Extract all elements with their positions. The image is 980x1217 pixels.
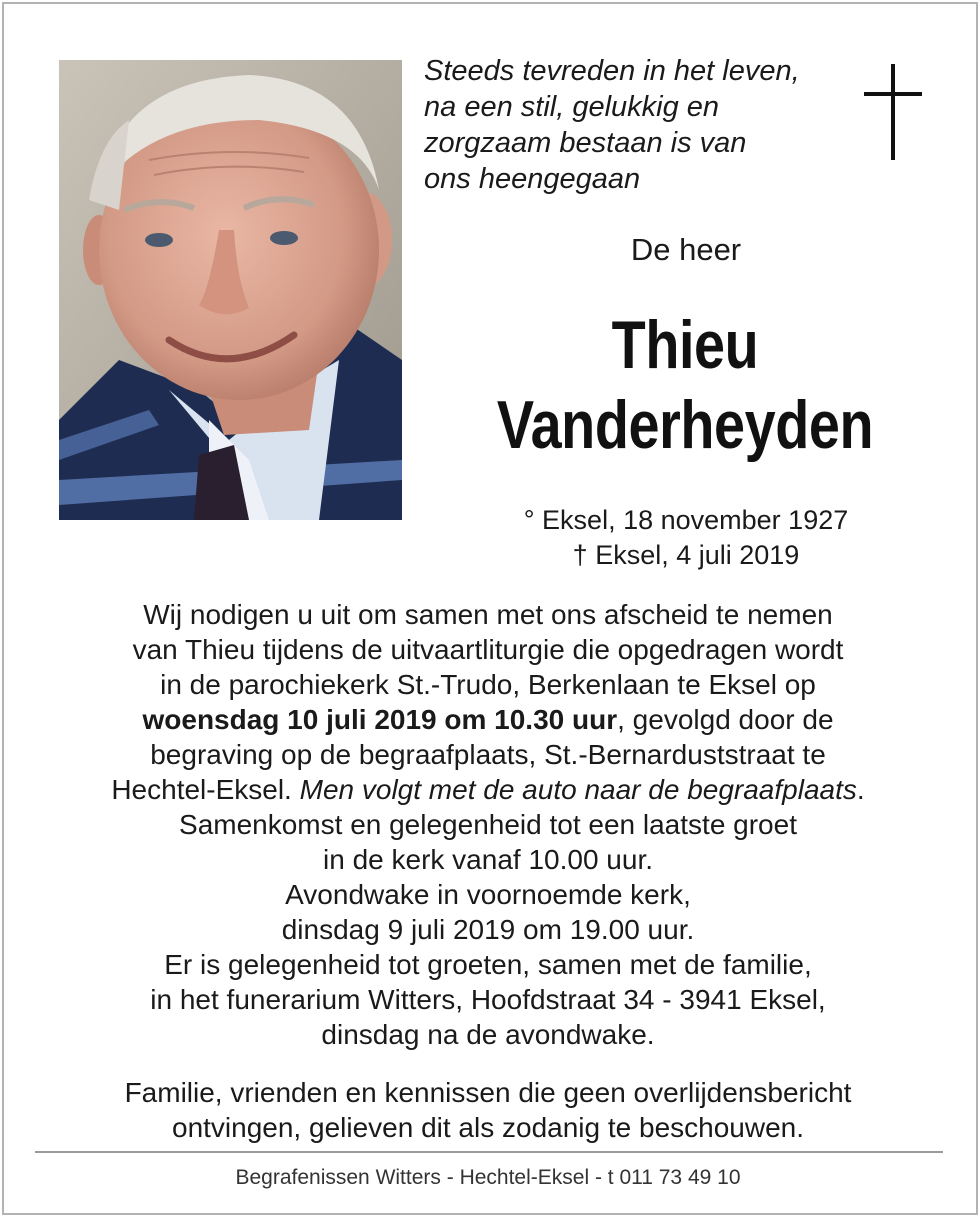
transport-note: Men volgt met de auto naar de begraafplaats — [299, 774, 857, 805]
quote-line: na een stil, gelukkig en — [424, 91, 720, 123]
first-name: Thieu — [611, 307, 759, 383]
body-line-start: Hechtel-Eksel. — [111, 774, 300, 805]
body-line: Avondwake in voornoemde kerk, — [285, 879, 691, 910]
death-date: † Eksel, 4 juli 2019 — [572, 540, 800, 570]
closing-line: Familie, vrienden en kennissen die geen overlijdensbericht — [124, 1077, 852, 1108]
body-line: Samenkomst en gelegenheid tot een laatste groet — [179, 809, 797, 840]
body-line: in de kerk vanaf 10.00 uur. — [323, 844, 653, 875]
life-dates — [424, 503, 948, 573]
body-line: in de parochiekerk St.-Trudo, Berkenlaan te Eksel op — [160, 669, 816, 700]
cross-icon — [864, 64, 922, 160]
body-line — [30, 702, 946, 737]
birth-date: ° Eksel, 18 november 1927 — [523, 505, 849, 535]
honorific-title: De heer — [630, 232, 742, 267]
body-line: Wij nodigen u uit om samen met ons afscheid te nemen — [143, 599, 833, 630]
closing-line: ontvingen, gelieven dit als zodanig te beschouwen. — [172, 1112, 804, 1143]
funeral-date-time: woensdag 10 juli 2019 om 10.30 uur — [142, 704, 618, 735]
portrait-photo — [59, 60, 402, 520]
deceased-name — [484, 305, 886, 465]
body-line-rest: , gevolgd door de — [617, 704, 834, 735]
memorial-quote — [424, 53, 854, 197]
body-line: Er is gelegenheid tot groeten, samen met de familie, — [164, 949, 812, 980]
body-line: dinsdag na de avondwake. — [321, 1019, 655, 1050]
funeral-home-footer: Begrafenissen Witters - Hechtel-Eksel - t 011 73 49 10 — [235, 1166, 741, 1189]
quote-line: zorgzaam bestaan is van — [424, 127, 747, 159]
body-line: begraving op de begraafplaats, St.-Bernarduststraat te — [150, 739, 826, 770]
invitation-text — [30, 597, 946, 1052]
body-line-end: . — [856, 774, 865, 805]
body-line: dinsdag 9 juli 2019 om 19.00 uur. — [281, 914, 695, 945]
quote-line: Steeds tevreden in het leven, — [424, 55, 800, 87]
quote-line: ons heengegaan — [424, 163, 641, 195]
body-line — [30, 772, 946, 807]
divider — [35, 1151, 943, 1153]
body-line: van Thieu tijdens de uitvaartliturgie die opgedragen wordt — [132, 634, 844, 665]
last-name: Vanderheyden — [496, 387, 874, 463]
body-line: in het funerarium Witters, Hoofdstraat 34 - 3941 Eksel, — [150, 984, 826, 1015]
closing-note — [30, 1075, 946, 1145]
